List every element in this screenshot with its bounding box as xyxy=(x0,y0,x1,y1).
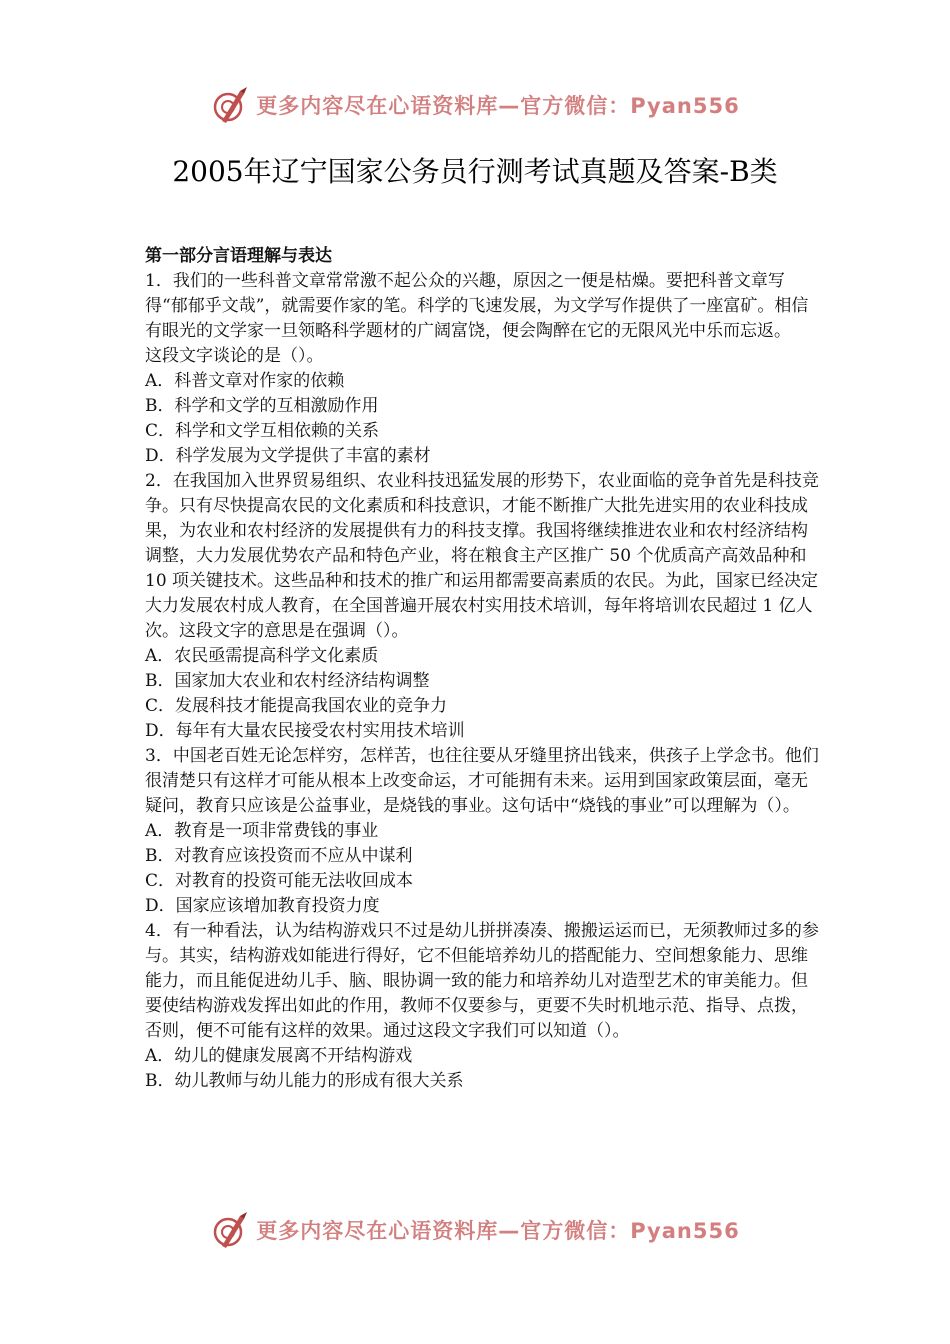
banner-text: 更多内容尽在心语资料库—官方微信：Pyan556 xyxy=(256,94,740,118)
quill-seal-icon xyxy=(210,85,250,125)
option-c: C．发展科技才能提高我国农业的竞争力 xyxy=(145,696,448,716)
question-stem: 4．有一种看法，认为结构游戏只不过是幼儿拼拼凑凑、搬搬运运而已，无须教师过多的参与。其实，结构游戏如能进行得好，它不但能培养幼儿的搭配能力、空间想象能力、思维能力，而且能促进幼儿手、脑、眼协调一致的能力和培养幼儿对造型艺术的审美能力。但要使结构游戏发挥出如此的作用，教师不仅要参与，更要不失时机地示范、指导、点拨，否则，便不可能有这样的效果。通过这段文字我们可以知道（）。 xyxy=(145,921,819,1041)
footer-banner xyxy=(0,1205,950,1255)
question-1 xyxy=(145,269,820,469)
banner-text: 更多内容尽在心语资料库—官方微信：Pyan556 xyxy=(256,1219,740,1243)
option-b: B．科学和文学的互相激励作用 xyxy=(145,396,379,416)
option-a: A．农民亟需提高科学文化素质 xyxy=(145,646,379,666)
option-d: D．每年有大量农民接受农村实用技术培训 xyxy=(145,721,465,741)
option-d: D．国家应该增加教育投资力度 xyxy=(145,896,380,916)
question-stem: 1．我们的一些科普文章常常激不起公众的兴趣，原因之一便是枯燥。要把科普文章写得“郁郁乎文哉”，就需要作家的笔。科学的飞速发展，为文学写作提供了一座富矿。相信有眼光的文学家一旦领略科学题材的广阔富饶，便会陶醉在它的无限风光中乐而忘返。 xyxy=(145,271,809,341)
document-body xyxy=(145,244,820,1094)
question-stem: 2．在我国加入世界贸易组织、农业科技迅猛发展的形势下，农业面临的竞争首先是科技竞争。只有尽快提高农民的文化素质和科技意识，才能不断推广大批先进实用的农业科技成果，为农业和农村经济的发展提供有力的科技支撑。我国将继续推进农业和农村经济结构调整，大力发展优势农产品和特色产业，将在粮食主产区推广 50 个优质高产高效品种和 10 项关键技术。这些品种和技术的推广和运用都需要高素质的农民。为此，国家已经决定大力发展农村成人教育，在全国普遍开展农村实用技术培训，每年将培训农民超过 1 亿人次。这段文字的意思是在强调（）。 xyxy=(145,471,819,641)
section-heading: 第一部分言语理解与表达 xyxy=(145,246,332,266)
document-title: 2005年辽宁国家公务员行测考试真题及答案-B类 xyxy=(172,155,778,188)
option-b: B．国家加大农业和农村经济结构调整 xyxy=(145,671,430,691)
option-c: C．对教育的投资可能无法收回成本 xyxy=(145,871,414,891)
question-prompt: 这段文字谈论的是（）。 xyxy=(145,346,324,366)
question-2 xyxy=(145,469,820,744)
question-stem: 3．中国老百姓无论怎样穷，怎样苦，也往往要从牙缝里挤出钱来，供孩子上学念书。他们很清楚只有这样才可能从根本上改变命运，才可能拥有未来。运用到国家政策层面，毫无疑问，教育只应该是公益事业，是烧钱的事业。这句话中“烧钱的事业”可以理解为（）。 xyxy=(145,746,819,816)
option-a: A．教育是一项非常费钱的事业 xyxy=(145,821,379,841)
quill-seal-icon xyxy=(210,1210,250,1250)
option-b: B．对教育应该投资而不应从中谋利 xyxy=(145,846,413,866)
question-3 xyxy=(145,744,820,919)
option-a: A．科普文章对作家的依赖 xyxy=(145,371,345,391)
option-a: A．幼儿的健康发展离不开结构游戏 xyxy=(145,1046,413,1066)
question-4 xyxy=(145,919,820,1094)
option-d: D．科学发展为文学提供了丰富的素材 xyxy=(145,446,431,466)
header-banner xyxy=(0,80,950,130)
option-c: C．科学和文学互相依赖的关系 xyxy=(145,421,380,441)
option-b: B．幼儿教师与幼儿能力的形成有很大关系 xyxy=(145,1071,464,1091)
